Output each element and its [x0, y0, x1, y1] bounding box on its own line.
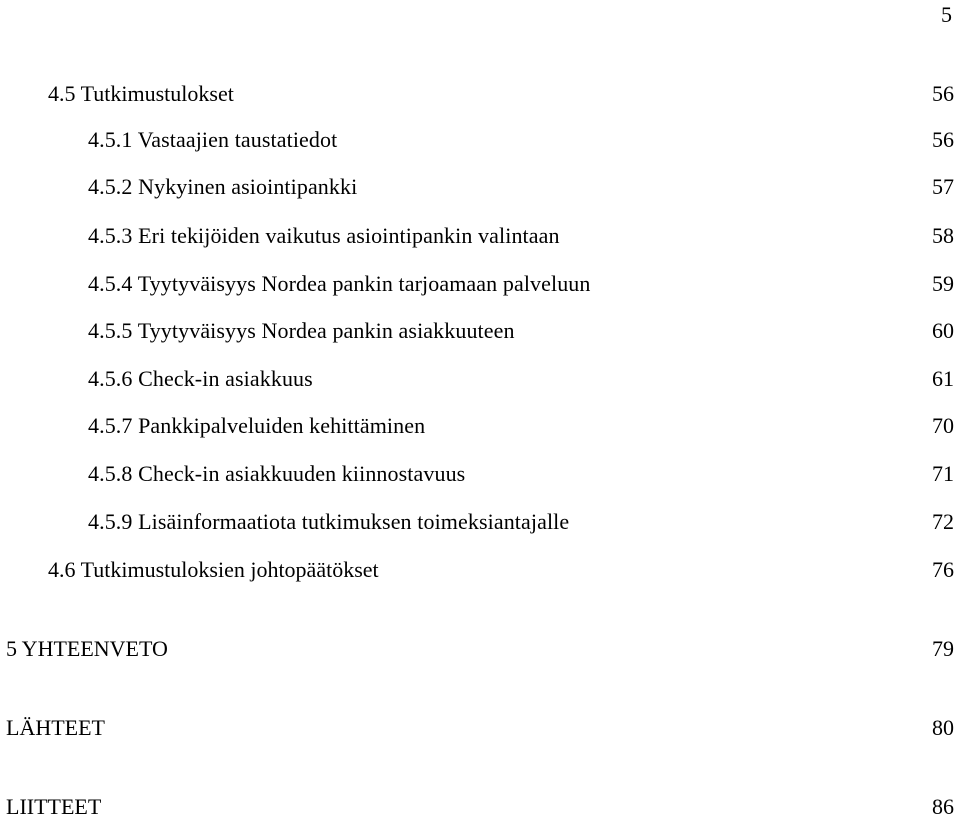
- toc-entry-title: LÄHTEET: [6, 715, 105, 740]
- toc-entry-page: 60: [932, 318, 954, 343]
- toc-entry-4-5-9: [88, 508, 954, 536]
- toc-entry-title: 5 YHTEENVETO: [6, 636, 168, 661]
- toc-entry-4-5-2: [88, 173, 954, 201]
- toc-entry-page: 61: [932, 366, 954, 391]
- toc-entry-title: 4.5 Tutkimustulokset: [48, 81, 234, 106]
- toc-entry-page: 59: [932, 271, 954, 296]
- toc-entry-page: 76: [932, 557, 954, 582]
- toc-entry-title: 4.5.3 Eri tekijöiden vaikutus asiointipankin valintaan: [88, 223, 560, 248]
- toc-entry-5: [6, 635, 954, 663]
- toc-entry-page: 79: [932, 636, 954, 661]
- toc-entry-title: 4.5.1 Vastaajien taustatiedot: [88, 127, 338, 152]
- toc-entry-4-5-8: [88, 460, 954, 488]
- toc-entry-title: 4.5.8 Check-in asiakkuuden kiinnostavuus: [88, 461, 466, 486]
- toc-entry-4-5: [48, 80, 954, 108]
- toc-entry-liitteet: [6, 793, 954, 821]
- toc-entry-page: 56: [932, 81, 954, 106]
- toc-entry-title: 4.5.6 Check-in asiakkuus: [88, 366, 313, 391]
- toc-entry-4-5-4: [88, 270, 954, 298]
- toc-entry-page: 71: [932, 461, 954, 486]
- toc-entry-4-5-3: [88, 222, 954, 250]
- toc-entry-title: 4.6 Tutkimustuloksien johtopäätökset: [48, 557, 379, 582]
- toc-entry-title: 4.5.9 Lisäinformaatiota tutkimuksen toimeksiantajalle: [88, 509, 570, 534]
- toc-entry-4-5-5: [88, 317, 954, 345]
- toc-entry-page: 58: [932, 223, 954, 248]
- toc-entry-title: 4.5.7 Pankkipalveluiden kehittäminen: [88, 413, 426, 438]
- toc-entry-4-5-6: [88, 365, 954, 393]
- toc-entry-title: LIITTEET: [6, 794, 102, 819]
- toc-entry-title: 4.5.5 Tyytyväisyys Nordea pankin asiakkuuteen: [88, 318, 515, 343]
- toc-entry-4-5-7: [88, 412, 954, 440]
- toc-entry-page: 70: [932, 413, 954, 438]
- toc-entry-page: 80: [932, 715, 954, 740]
- toc-entry-title: 4.5.4 Tyytyväisyys Nordea pankin tarjoamaan palveluun: [88, 271, 591, 296]
- toc-entry-page: 72: [932, 509, 954, 534]
- toc-entry-page: 86: [932, 794, 954, 819]
- toc-entry-title: 4.5.2 Nykyinen asiointipankki: [88, 174, 358, 199]
- toc-entry-4-5-1: [88, 126, 954, 154]
- toc-entry-page: 57: [932, 174, 954, 199]
- page-number: 5: [941, 2, 952, 27]
- toc-entry-4-6: [48, 556, 954, 584]
- toc-entry-lahteet: [6, 714, 954, 742]
- toc-entry-page: 56: [932, 127, 954, 152]
